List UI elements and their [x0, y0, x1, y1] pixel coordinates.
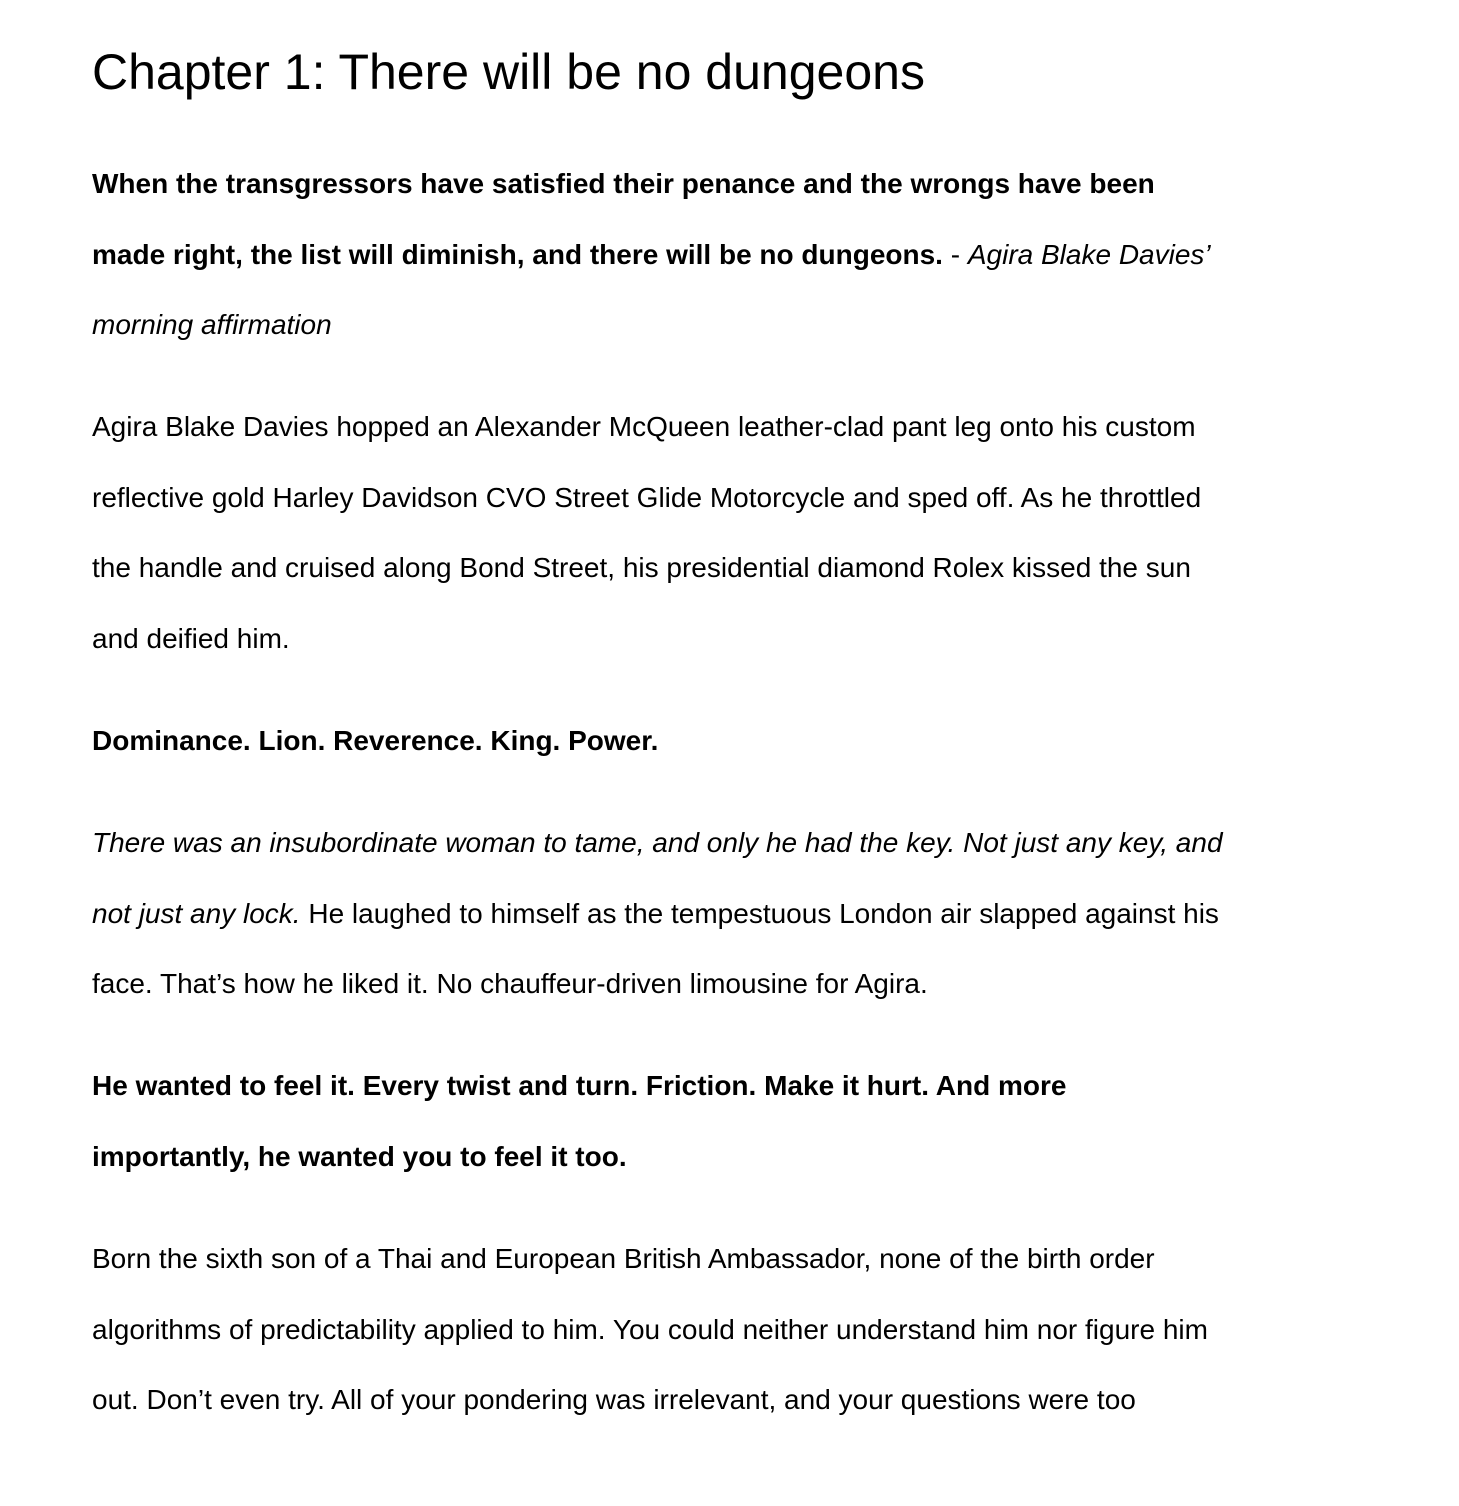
- paragraph-5-line: Born the sixth son of a Thai and European British Ambassador, none of the birth order: [92, 1243, 1155, 1274]
- epigraph-attribution-line-2: morning affirmation: [92, 309, 332, 340]
- paragraph-1-line: the handle and cruised along Bond Street, his presidential diamond Rolex kissed the sun: [92, 552, 1191, 583]
- paragraph-3-line-3: face. That’s how he liked it. No chauffeur-driven limousine for Agira.: [92, 968, 928, 999]
- paragraph-3: [92, 808, 1392, 1020]
- paragraph-3-line-1: There was an insubordinate woman to tame, and only he had the key. Not just any key, and: [92, 827, 1223, 858]
- paragraph-3-line-2: [92, 879, 1392, 950]
- paragraph-1-line: and deified him.: [92, 622, 290, 654]
- paragraph-3-line-2-italic: not just any lock.: [92, 897, 301, 929]
- epigraph-attribution-line-1: Agira Blake Davies’: [967, 238, 1211, 270]
- paragraph-4: [92, 1051, 1392, 1192]
- paragraph-4-line: importantly, he wanted you to feel it too.: [92, 1140, 627, 1172]
- epigraph-quote-line-1: When the transgressors have satisfied their penance and the wrongs have been: [92, 168, 1155, 199]
- epigraph-line-2: [92, 220, 1392, 291]
- paragraph-2-line: Dominance. Lion. Reverence. King. Power.: [92, 725, 659, 756]
- paragraph-2: [92, 706, 1392, 777]
- epigraph-dash: -: [942, 238, 968, 270]
- chapter-title: Chapter 1: There will be no dungeons: [92, 44, 925, 100]
- paragraph-1: [92, 392, 1392, 674]
- epigraph-quote-line-2: made right, the list will diminish, and there will be no dungeons.: [92, 238, 943, 270]
- paragraph-5-line: out. Don’t even try. All of your pondering was irrelevant, and your questions were too: [92, 1384, 1136, 1415]
- paragraph-5: [92, 1224, 1392, 1436]
- paragraph-1-line: reflective gold Harley Davidson CVO Street Glide Motorcycle and sped off. As he throttled: [92, 481, 1202, 513]
- paragraph-4-line: He wanted to feel it. Every twist and turn. Friction. Make it hurt. And more: [92, 1070, 1067, 1101]
- epigraph: [92, 149, 1392, 361]
- paragraph-3-line-2-regular: He laughed to himself as the tempestuous London air slapped against his: [300, 897, 1219, 929]
- paragraph-1-line: Agira Blake Davies hopped an Alexander McQueen leather-clad pant leg onto his custom: [92, 411, 1196, 442]
- paragraph-5-line: algorithms of predictability applied to him. You could neither understand him nor figure him: [92, 1313, 1208, 1345]
